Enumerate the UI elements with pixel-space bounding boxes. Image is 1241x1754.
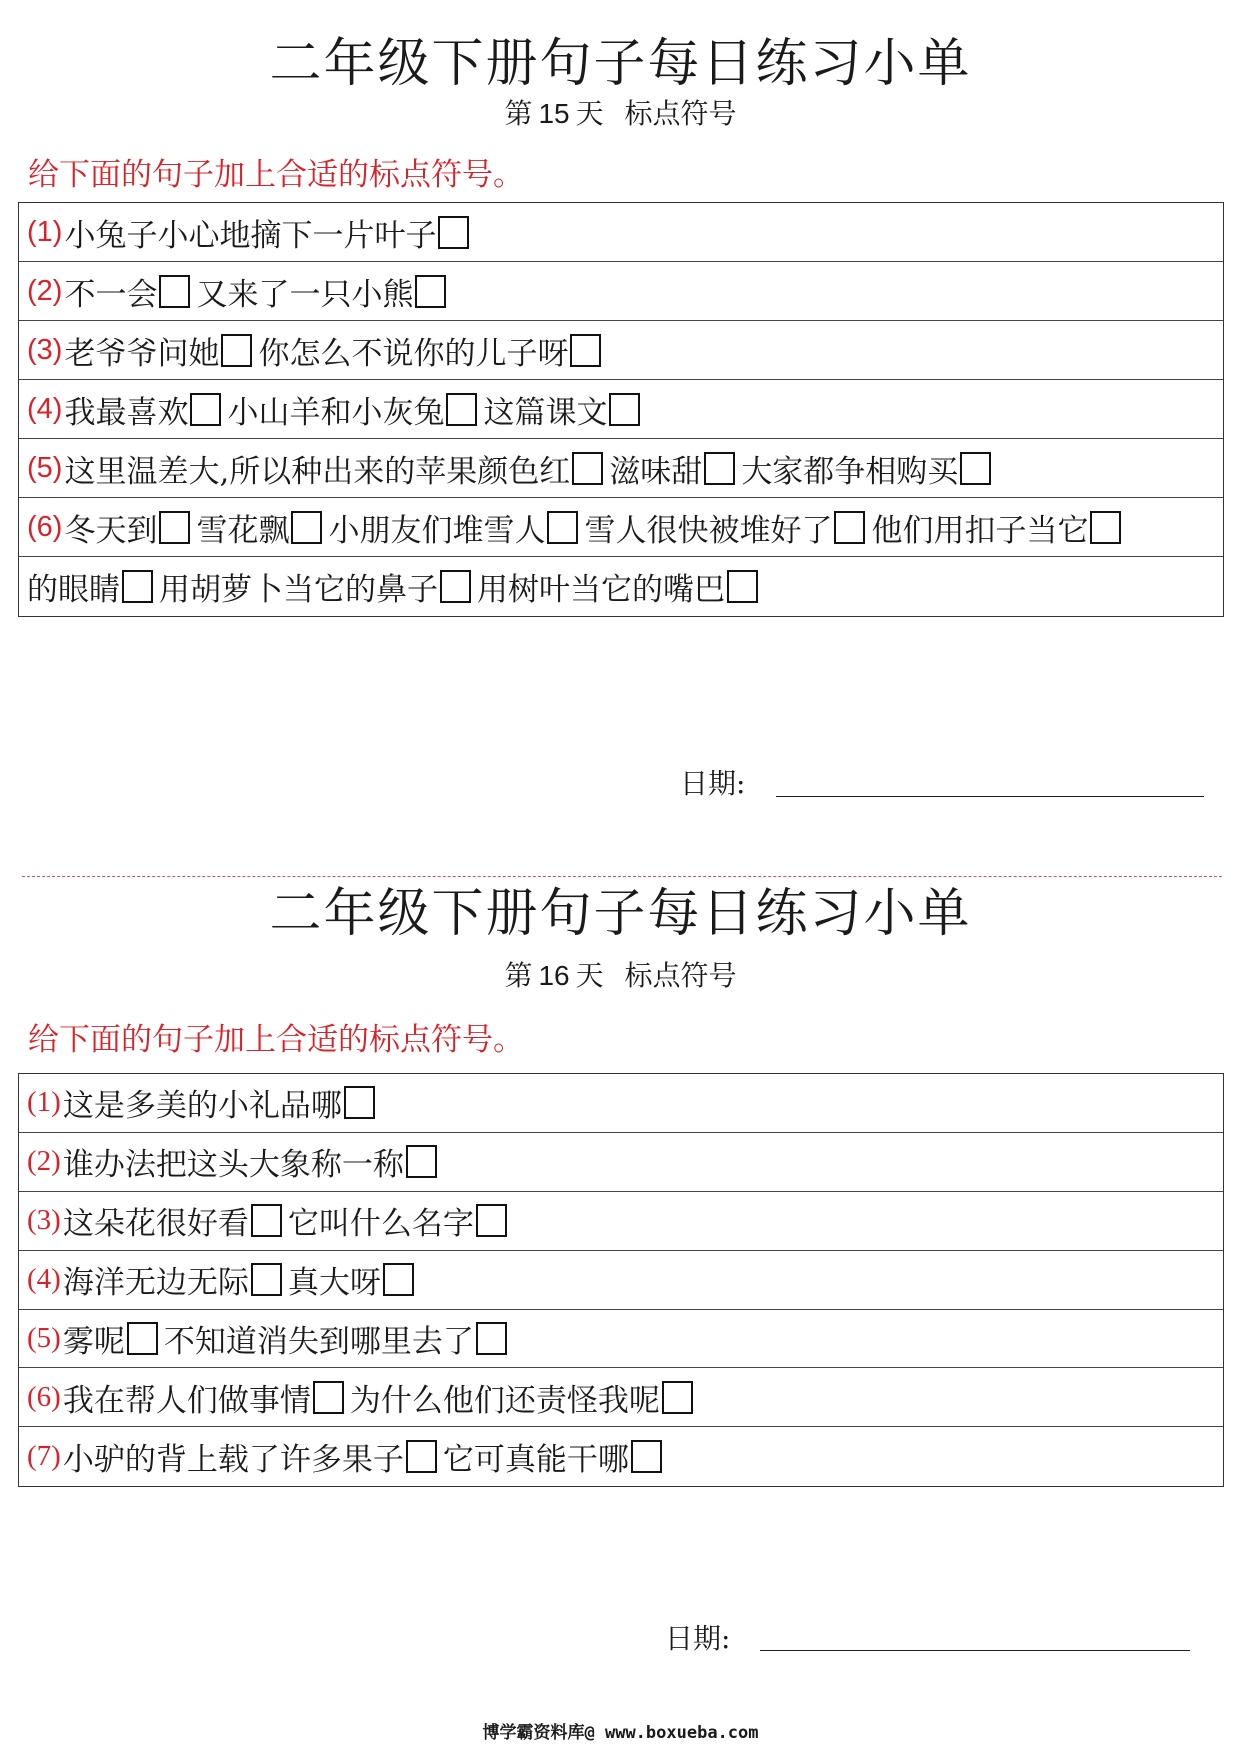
page-title: 二年级下册句子每日练习小单 (269, 884, 972, 944)
question-row (19, 1368, 1223, 1427)
sentence-segment: 雾呢 (62, 1324, 125, 1360)
question-number: (4) (27, 1263, 61, 1296)
question-number: (6) (27, 1380, 61, 1413)
sentence-segment: 小山羊和小灰兔 (227, 394, 445, 431)
day-number: 16 (538, 960, 570, 991)
punctuation-answer-box[interactable] (609, 393, 640, 426)
day-prefix: 第 (504, 959, 533, 992)
punctuation-answer-box[interactable] (383, 1263, 414, 1296)
day-suffix: 天 (575, 97, 604, 130)
question-row (19, 1192, 1223, 1251)
question-row (19, 557, 1223, 616)
sentence-segment: 的眼睛 (27, 572, 120, 608)
punctuation-answer-box[interactable] (727, 570, 758, 603)
question-row (19, 321, 1223, 380)
sentence-segment: 滋味甜 (609, 453, 703, 490)
punctuation-answer-box[interactable] (438, 216, 469, 249)
sentence-segment: 它叫什么名字 (287, 1206, 474, 1243)
punctuation-answer-box[interactable] (834, 511, 865, 544)
sentence-segment: 你怎么不说你的儿子呀 (258, 335, 569, 372)
punctuation-answer-box[interactable] (291, 511, 322, 544)
cut-divider (22, 876, 1222, 877)
day-number: 15 (538, 98, 570, 129)
exercise-table (18, 1073, 1224, 1487)
punctuation-answer-box[interactable] (159, 275, 190, 308)
day-subtitle (0, 959, 1241, 992)
question-row (19, 262, 1223, 321)
question-row (19, 498, 1223, 557)
topic-label: 标点符号 (624, 959, 737, 992)
sentence-segment: 它可真能干哪 (442, 1442, 629, 1479)
sentence-segment: 用树叶当它的嘴巴 (477, 572, 725, 608)
punctuation-answer-box[interactable] (344, 1086, 375, 1119)
question-row (19, 1074, 1223, 1133)
sentence-segment: 我在帮人们做事情 (62, 1382, 311, 1419)
punctuation-answer-box[interactable] (221, 334, 252, 367)
punctuation-answer-box[interactable] (662, 1381, 693, 1414)
punctuation-answer-box[interactable] (960, 452, 991, 485)
sentence-segment: 冬天到 (64, 512, 158, 549)
question-row (19, 1133, 1223, 1192)
punctuation-answer-box[interactable] (313, 1381, 344, 1414)
sentence-segment: 用胡萝卜当它的鼻子 (159, 572, 438, 608)
question-row (19, 1310, 1223, 1369)
sentence-segment: 这是多美的小礼品哪 (62, 1088, 342, 1125)
sentence-segment: 大家都争相购买 (741, 453, 959, 490)
sentence-segment: 这朵花很好看 (62, 1206, 249, 1243)
day-suffix: 天 (575, 959, 604, 992)
question-row (19, 1251, 1223, 1310)
punctuation-answer-box[interactable] (570, 334, 601, 367)
date-label: 日期: (680, 767, 746, 800)
question-row (19, 439, 1223, 498)
question-number: (5) (27, 1322, 61, 1354)
sentence-segment: 小兔子小心地摘下一片叶子 (64, 217, 437, 254)
punctuation-answer-box[interactable] (446, 393, 477, 426)
date-input-line[interactable] (776, 796, 1204, 797)
punctuation-answer-box[interactable] (406, 1440, 437, 1473)
punctuation-answer-box[interactable] (547, 511, 578, 544)
question-row (19, 380, 1223, 439)
question-number: (1) (27, 215, 63, 248)
sentence-segment: 这篇课文 (483, 394, 608, 431)
question-number: (5) (27, 451, 63, 484)
question-number: (4) (27, 392, 63, 425)
punctuation-answer-box[interactable] (251, 1204, 282, 1237)
sentence-segment: 小朋友们堆雪人 (328, 512, 546, 549)
day-prefix: 第 (504, 97, 533, 130)
punctuation-answer-box[interactable] (127, 1322, 158, 1355)
punctuation-answer-box[interactable] (1090, 511, 1121, 544)
sentence-segment: 不知道消失到哪里去了 (163, 1324, 474, 1360)
exercise-table (18, 202, 1224, 617)
instruction: 给下面的句子加上合适的标点符号。 (28, 157, 524, 193)
sentence-segment: 不一会 (64, 276, 158, 313)
question-number: (2) (27, 274, 63, 307)
punctuation-answer-box[interactable] (159, 511, 190, 544)
sentence-segment: 雪人很快被堆好了 (584, 512, 833, 549)
date-label: 日期: (665, 1622, 731, 1655)
sentence-segment: 小驴的背上载了许多果子 (62, 1442, 404, 1479)
sentence-segment: 海洋无边无际 (62, 1265, 249, 1302)
punctuation-answer-box[interactable] (415, 275, 446, 308)
topic-label: 标点符号 (624, 97, 737, 130)
sentence-segment: 老爷爷问她 (64, 335, 220, 372)
date-input-line[interactable] (760, 1650, 1190, 1651)
sentence-segment: 他们用扣子当它 (871, 512, 1089, 549)
sentence-segment: 为什么他们还责怪我呢 (349, 1382, 660, 1419)
question-number: (2) (27, 1145, 61, 1178)
sentence-segment: 谁办法把这头大象称一称 (62, 1147, 404, 1184)
punctuation-answer-box[interactable] (251, 1263, 282, 1296)
sentence-segment: 我最喜欢 (64, 394, 189, 431)
question-number: (7) (27, 1440, 61, 1473)
sentence-segment: 又来了一只小熊 (196, 276, 414, 313)
punctuation-answer-box[interactable] (440, 570, 471, 603)
punctuation-answer-box[interactable] (122, 570, 153, 603)
punctuation-answer-box[interactable] (476, 1204, 507, 1237)
punctuation-answer-box[interactable] (406, 1145, 437, 1178)
instruction: 给下面的句子加上合适的标点符号。 (28, 1022, 524, 1058)
question-number: (3) (27, 333, 63, 366)
footer-watermark: 博学霸资料库@ www.boxueba.com (482, 1723, 759, 1743)
question-number: (3) (27, 1204, 61, 1237)
punctuation-answer-box[interactable] (704, 452, 735, 485)
punctuation-answer-box[interactable] (631, 1440, 662, 1473)
page-title: 二年级下册句子每日练习小单 (269, 34, 972, 94)
punctuation-answer-box[interactable] (476, 1322, 507, 1355)
question-number: (1) (27, 1086, 61, 1119)
question-number: (6) (27, 510, 63, 543)
sentence-segment: 真大呀 (287, 1265, 381, 1302)
sentence-segment: 这里温差大,所以种出来的苹果颜色红 (64, 453, 571, 490)
question-row (19, 203, 1223, 262)
punctuation-answer-box[interactable] (190, 393, 221, 426)
day-subtitle (0, 97, 1241, 130)
question-row (19, 1427, 1223, 1486)
punctuation-answer-box[interactable] (572, 452, 603, 485)
sentence-segment: 雪花飘 (196, 512, 290, 549)
